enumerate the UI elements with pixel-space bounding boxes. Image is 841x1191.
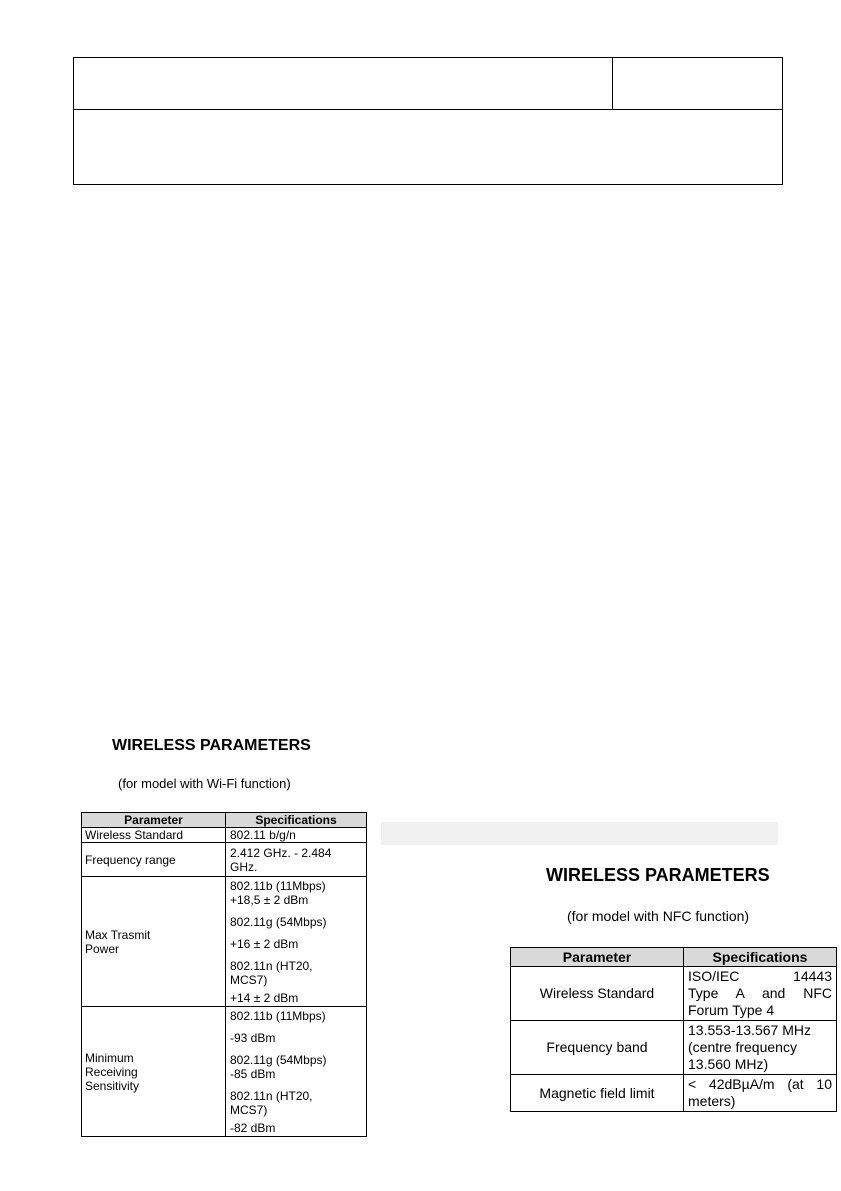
- nfc-wireless-standard-label: Wireless Standard: [511, 967, 684, 1021]
- header-title-cell: [74, 58, 613, 109]
- header-top-row: [74, 58, 782, 110]
- table-header-row: [511, 948, 837, 967]
- frequency-range-value: 2.412 GHz. - 2.484 GHz.: [226, 843, 367, 877]
- table-row: [511, 1021, 837, 1075]
- table-row: [511, 967, 837, 1021]
- nfc-parameters-table: [510, 947, 837, 1112]
- wifi-section-title: WIRELESS PARAMETERS: [112, 737, 311, 754]
- nfc-section-title: WIRELESS PARAMETERS: [546, 865, 770, 885]
- header-parameter: Parameter: [511, 948, 684, 967]
- header-description-cell: [74, 109, 782, 184]
- table-row: [82, 843, 367, 877]
- header-box: [73, 57, 783, 185]
- max-transmit-power-label: Max Trasmit Power: [82, 877, 226, 1007]
- max-transmit-power-value: 802.11b (11Mbps) +18,5 ± 2 dBm 802.11g (54Mbps) +16 ± 2 dBm 802.11n (HT20, MCS7) +14 ± 2 dBm: [226, 877, 367, 1007]
- header-parameter: Parameter: [82, 813, 226, 828]
- table-row: [511, 1075, 837, 1112]
- table-row: [82, 1007, 367, 1137]
- frequency-band-label: Frequency band: [511, 1021, 684, 1075]
- min-receiving-sensitivity-label: Minimum Receiving Sensitivity: [82, 1007, 226, 1137]
- header-specifications: Specifications: [684, 948, 837, 967]
- table-row: [82, 828, 367, 843]
- nfc-wireless-standard-value: ISO/IEC 14443 Type A and NFC Forum Type 4: [684, 967, 837, 1021]
- header-code-cell: [612, 58, 782, 109]
- min-receiving-sensitivity-value: 802.11b (11Mbps) -93 dBm 802.11g (54Mbps) -85 dBm 802.11n (HT20, MCS7) -82 dBm: [226, 1007, 367, 1137]
- wifi-parameters-table: [81, 812, 367, 1137]
- magnetic-field-limit-label: Magnetic field limit: [511, 1075, 684, 1112]
- table-row: [82, 877, 367, 1007]
- nfc-section-subtitle: (for model with NFC function): [567, 908, 750, 924]
- wireless-standard-value: 802.11 b/g/n: [226, 828, 367, 843]
- magnetic-field-limit-value: < 42dBµA/m (at 10 meters): [684, 1075, 837, 1112]
- header-specifications: Specifications: [226, 813, 367, 828]
- table-header-row: [82, 813, 367, 828]
- wifi-section-subtitle: (for model with Wi-Fi function): [118, 776, 291, 791]
- wireless-standard-label: Wireless Standard: [82, 828, 226, 843]
- frequency-range-label: Frequency range: [82, 843, 226, 877]
- frequency-band-value: 13.553-13.567 MHz (centre frequency 13.560 MHz): [684, 1021, 837, 1075]
- grey-divider-bar: [381, 822, 778, 845]
